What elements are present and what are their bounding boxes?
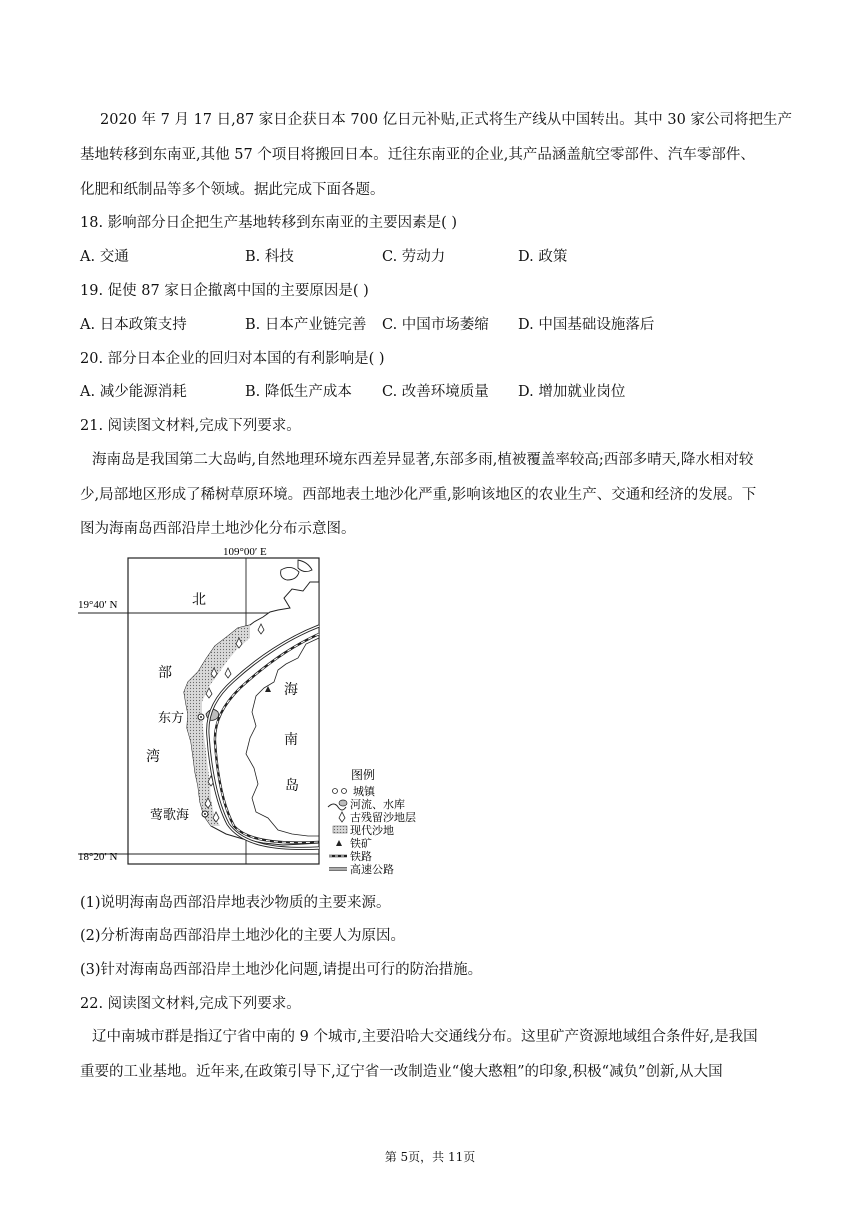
question-20-stem: 20. 部分日本企业的回归对本国的有利影响是( ) — [80, 351, 385, 367]
question-18-stem: 18. 影响部分日企把生产基地转移到东南亚的主要因素是( ) — [80, 215, 458, 231]
option-c: C. 改善环境质量 — [382, 384, 489, 400]
question-19-stem: 19. 促使 87 家日企撤离中国的主要原因是( ) — [80, 283, 369, 299]
q21-subquestion-3: (3)针对海南岛西部沿岸土地沙化问题,请提出可行的防治措施。 — [80, 962, 483, 978]
option-a: A. 日本政策支持 — [80, 317, 187, 333]
legend-item: 铁路 — [350, 851, 372, 863]
legend-ancient-sand-icon — [339, 812, 345, 822]
question-21-stem: 21. 阅读图文材料,完成下列要求。 — [80, 418, 301, 434]
option-a: A. 减少能源消耗 — [80, 384, 187, 400]
island-label-char: 海 — [284, 683, 298, 698]
legend-item: 高速公路 — [350, 864, 394, 876]
latitude-bottom-label: 18°20′ N — [78, 851, 118, 863]
legend-item: 河流、水库 — [350, 799, 405, 811]
hainan-desertification-map — [78, 546, 438, 878]
option-c: C. 劳动力 — [382, 249, 446, 265]
question-20-options — [80, 382, 800, 402]
legend-title: 图例 — [351, 768, 376, 782]
island-label-char: 岛 — [285, 779, 299, 794]
legend-item: 铁矿 — [350, 838, 372, 850]
islet — [281, 567, 299, 580]
option-d: D. 增加就业岗位 — [518, 384, 626, 400]
islet — [298, 560, 312, 572]
legend-town-icon — [333, 789, 338, 794]
option-b: B. 科技 — [245, 249, 294, 265]
town-label-dongfang: 东方 — [158, 710, 185, 725]
passage1-line: 基地转移到东南亚,其他 57 个项目将搬回日本。迁往东南亚的企业,其产品涵盖航空零部件、汽车零部件、 — [80, 147, 755, 163]
option-a: A. 交通 — [80, 249, 129, 265]
q21-subquestion-1: (1)说明海南岛西部沿岸地表沙物质的主要来源。 — [80, 895, 391, 911]
legend-modern-sand-icon — [333, 826, 347, 833]
page-footer: 第 5页，共 11页 — [384, 1150, 476, 1164]
question-19-options — [80, 315, 800, 335]
option-b: B. 日本产业链完善 — [245, 317, 367, 333]
q21-passage-line: 图为海南岛西部沿岸土地沙化分布示意图。 — [80, 521, 356, 537]
map-legend — [328, 767, 416, 876]
longitude-label: 109°00′ E — [223, 546, 267, 558]
legend-item: 古残留沙地层 — [350, 812, 416, 824]
latitude-top-label: 19°40′ N — [78, 599, 118, 611]
q22-passage-line: 重要的工业基地。近年来,在政策引导下,辽宁省一改制造业“傻大憨粗”的印象,积极“减负”创新,从大国 — [80, 1064, 723, 1080]
q21-subquestion-2: (2)分析海南岛西部沿岸土地沙化的主要人为原因。 — [80, 928, 406, 944]
option-c: C. 中国市场萎缩 — [382, 317, 489, 333]
question-18-options — [80, 247, 800, 267]
question-22-stem: 22. 阅读图文材料,完成下列要求。 — [80, 996, 301, 1012]
legend-iron-icon — [336, 840, 342, 846]
sea-label-char: 北 — [192, 593, 206, 608]
option-b: B. 降低生产成本 — [245, 384, 352, 400]
legend-item: 城镇 — [353, 786, 375, 798]
option-d: D. 政策 — [518, 249, 568, 265]
island-label-char: 南 — [284, 733, 298, 748]
q22-passage-line: 辽中南城市群是指辽宁省中南的 9 个城市,主要沿哈大交通线分布。这里矿产资源地域组合条件好,是我国 — [92, 1029, 758, 1045]
passage1-line: 2020 年 7 月 17 日,87 家日企获日本 700 亿日元补贴,正式将生产线从中国转出。其中 30 家公司将把生产 — [100, 112, 792, 128]
sea-label-char: 部 — [158, 666, 172, 681]
legend-item: 现代沙地 — [350, 825, 394, 837]
sea-label-char: 湾 — [146, 750, 160, 765]
option-d: D. 中国基础设施落后 — [518, 317, 655, 333]
town-label-yinggehai: 莺歌海 — [150, 807, 190, 822]
q21-passage-line: 海南岛是我国第二大岛屿,自然地理环境东西差异显著,东部多雨,植被覆盖率较高;西部多晴天,降水相对较 — [92, 452, 754, 468]
q21-passage-line: 少,局部地区形成了稀树草原环境。西部地表土地沙化严重,影响该地区的农业生产、交通和经济的发展。下 — [80, 487, 757, 503]
passage1-line: 化肥和纸制品等多个领域。据此完成下面各题。 — [80, 182, 385, 198]
